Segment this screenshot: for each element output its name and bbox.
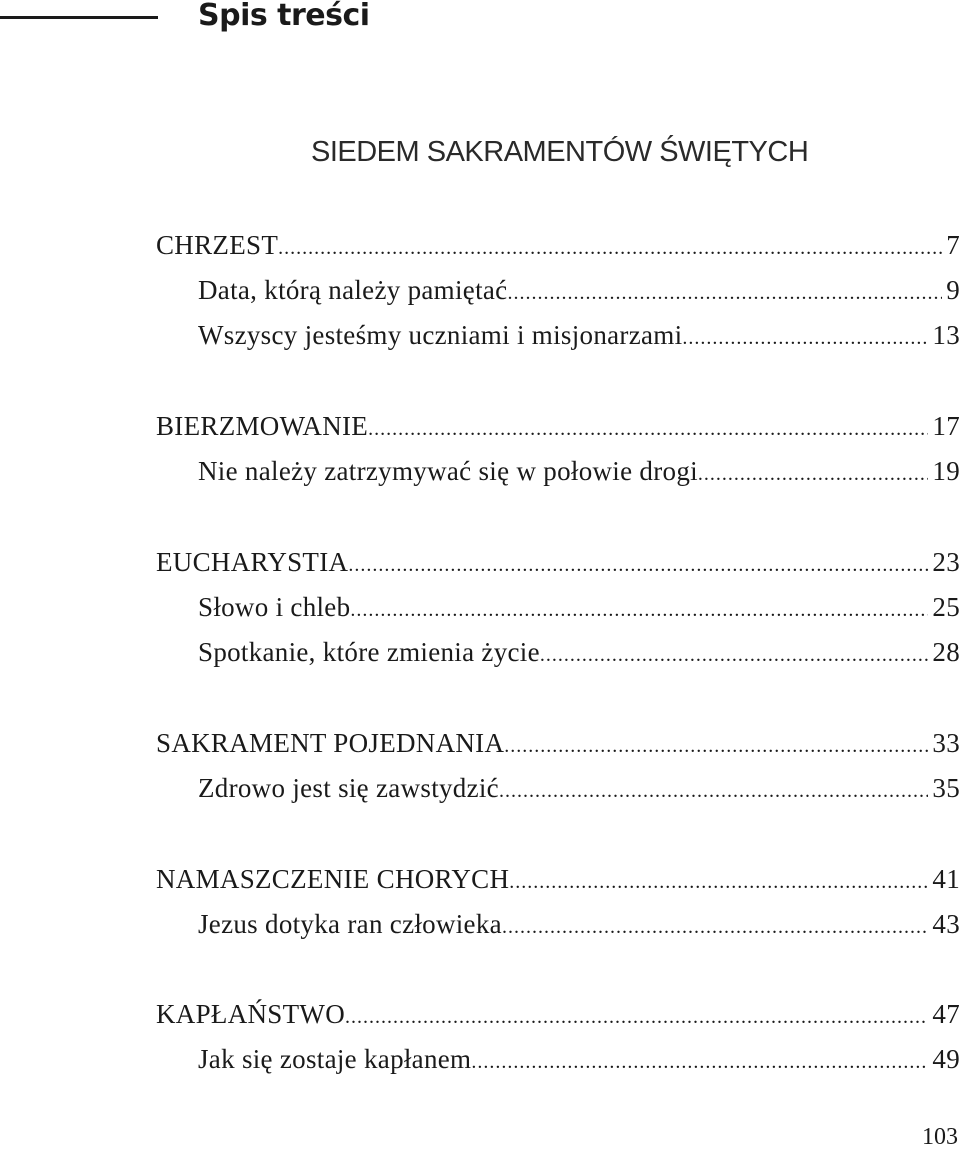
toc-entry-wszyscy-jestesmy-uczniami[interactable] xyxy=(198,318,960,352)
page-title: Spis treści xyxy=(198,0,370,33)
toc-entry-label: NAMASZCZENIE CHORYCH xyxy=(156,864,510,894)
toc-entry-spotkanie-ktore-zmienia-zycie[interactable] xyxy=(198,635,960,669)
toc-entry-jak-sie-zostaje-kaplanem[interactable] xyxy=(198,1042,960,1076)
toc-entry-zdrowo-jest-sie-zawstydzic[interactable] xyxy=(198,771,960,805)
toc-entry-page: 7 xyxy=(946,230,960,260)
toc-entry-page: 33 xyxy=(932,728,960,758)
toc-entry-page: 47 xyxy=(932,999,960,1029)
toc-entry-page: 49 xyxy=(932,1044,960,1074)
toc-leader-dots xyxy=(509,865,928,899)
toc-leader-dots xyxy=(471,1045,928,1079)
toc-entry-nie-nalezy-zatrzymywac[interactable] xyxy=(198,454,960,488)
toc-leader-dots xyxy=(350,593,928,627)
toc-entry-label: EUCHARYSTIA xyxy=(156,547,349,577)
toc-leader-dots xyxy=(698,457,928,491)
toc-entry-page: 41 xyxy=(932,864,960,894)
toc-entry-label: Data, którą należy pamiętać xyxy=(198,275,508,305)
toc-entry-label: Wszyscy jesteśmy uczniami i misjonarzami xyxy=(198,320,683,350)
page-number: 103 xyxy=(922,1124,958,1150)
toc-leader-dots xyxy=(278,231,942,265)
toc-entry-label: KAPŁAŃSTWO xyxy=(156,999,345,1029)
toc-entry-page: 28 xyxy=(932,637,960,667)
toc-entry-page: 25 xyxy=(932,592,960,622)
toc-entry-bierzmowanie[interactable] xyxy=(156,409,960,443)
toc-entry-data-ktora-nalezy-pamietac[interactable] xyxy=(198,273,960,307)
toc-entry-page: 19 xyxy=(932,456,960,486)
toc-entry-label: Jak się zostaje kapłanem xyxy=(198,1044,472,1074)
toc-leader-dots xyxy=(348,548,928,582)
toc-leader-dots xyxy=(540,638,929,672)
toc-leader-dots xyxy=(507,276,942,310)
toc-entry-label: Słowo i chleb xyxy=(198,592,351,622)
toc-entry-chrzest[interactable] xyxy=(156,228,960,262)
toc-entry-slowo-i-chleb[interactable] xyxy=(198,590,960,624)
toc-leader-dots xyxy=(345,1000,928,1034)
toc-entry-label: Spotkanie, które zmienia życie xyxy=(198,637,540,667)
toc-entry-label: Zdrowo jest się zawstydzić xyxy=(198,773,499,803)
toc-entry-page: 43 xyxy=(932,909,960,939)
section-title: SIEDEM SAKRAMENTÓW ŚWIĘTYCH xyxy=(311,136,809,168)
toc-entry-label: SAKRAMENT POJEDNANIA xyxy=(156,728,505,758)
toc-entry-page: 9 xyxy=(946,275,960,305)
toc-leader-dots xyxy=(499,774,928,808)
toc-entry-label: Nie należy zatrzymywać się w połowie drogi xyxy=(198,456,698,486)
toc-leader-dots xyxy=(368,412,928,446)
toc-entry-page: 17 xyxy=(932,411,960,441)
toc-entry-label: BIERZMOWANIE xyxy=(156,411,369,441)
toc-entry-kaplanstwo[interactable] xyxy=(156,997,960,1031)
toc-entry-page: 13 xyxy=(932,320,960,350)
toc-leader-dots xyxy=(502,910,928,944)
toc-leader-dots xyxy=(504,729,928,763)
toc-entry-label: Jezus dotyka ran człowieka xyxy=(198,909,502,939)
toc-entry-eucharystia[interactable] xyxy=(156,545,960,579)
toc-leader-dots xyxy=(682,321,928,355)
toc-entry-page: 23 xyxy=(932,547,960,577)
toc-entry-jezus-dotyka-ran[interactable] xyxy=(198,907,960,941)
toc-entry-sakrament-pojednania[interactable] xyxy=(156,726,960,760)
toc-entry-label: CHRZEST xyxy=(156,230,279,260)
toc-entry-namaszczenie-chorych[interactable] xyxy=(156,862,960,896)
toc-entry-page: 35 xyxy=(932,773,960,803)
